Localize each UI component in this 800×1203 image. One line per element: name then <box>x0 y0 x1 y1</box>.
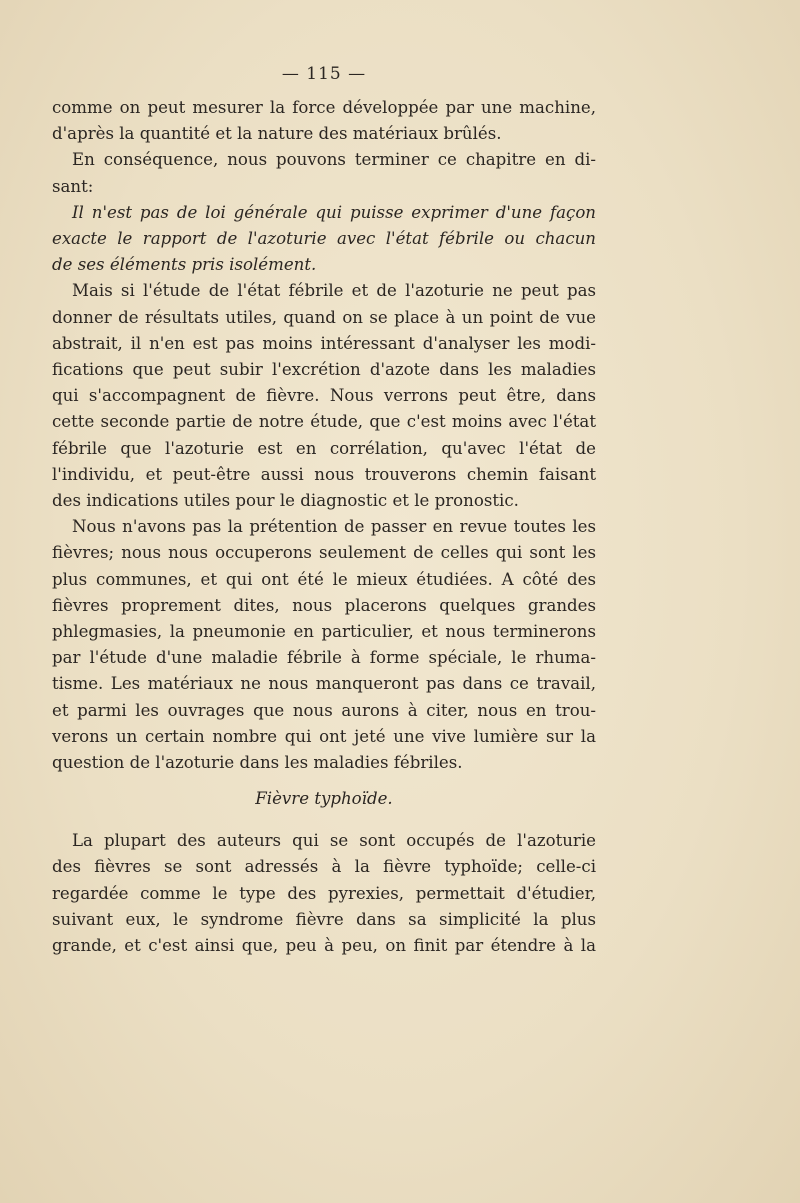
text-line: d'après la quantité et la nature des matériaux brûlés. <box>52 124 502 144</box>
text-line: l'individu, et peut-être aussi nous trouverons chemin faisant <box>52 464 596 484</box>
paragraph-2 <box>52 147 596 199</box>
paragraph-3-conclusion <box>52 200 596 279</box>
text-line: de ses éléments pris isolément. <box>52 255 317 275</box>
text-line: des fièvres se sont adressés à la fièvre typhoïde; celle-ci <box>52 857 596 877</box>
text-line: suivant eux, le syndrome fièvre dans sa simplicité la plus <box>52 909 596 929</box>
text-line: fièvres proprement dites, nous placerons quelques grandes <box>52 595 596 615</box>
text-line: cette seconde partie de notre étude, que c'est moins avec l'état <box>52 412 596 432</box>
text-line: comme on peut mesurer la force développée par une machine, <box>52 98 596 117</box>
text-line: tisme. Les matériaux ne nous manqueront pas dans ce travail, <box>52 674 596 694</box>
text-line: par l'étude d'une maladie fébrile à forme spéciale, le rhuma- <box>52 648 596 668</box>
text-line: qui s'accompagnent de fièvre. Nous verrons peut être, dans <box>52 386 596 406</box>
page-number: — 115 — <box>281 64 367 84</box>
text-line: fébrile que l'azoturie est en corrélation, qu'avec l'état de <box>52 438 596 458</box>
text-line: plus communes, et qui ont été le mieux étudiées. A côté des <box>52 569 596 589</box>
section-heading: Fièvre typhoïde. <box>255 789 393 809</box>
text-line: Nous n'avons pas la prétention de passer en revue toutes les <box>72 517 596 537</box>
paragraph-6 <box>52 828 596 959</box>
paragraph-4 <box>52 278 596 514</box>
text-line: Mais si l'étude de l'état fébrile et de l'azoturie ne peut pas <box>72 281 596 301</box>
book-page <box>52 62 596 959</box>
text-line: La plupart des auteurs qui se sont occupés de l'azoturie <box>72 831 596 851</box>
text-line: phlegmasies, la pneumonie en particulier, et nous terminerons <box>52 622 596 642</box>
text-line: Il n'est pas de loi générale qui puisse exprimer d'une façon <box>72 202 596 222</box>
text-line: En conséquence, nous pouvons terminer ce chapitre en di- <box>72 150 596 170</box>
text-line: grande, et c'est ainsi que, peu à peu, on finit par étendre à la <box>52 936 596 956</box>
text-line: verons un certain nombre qui ont jeté une vive lumière sur la <box>52 726 596 746</box>
paragraph-1 <box>52 95 596 147</box>
text-line: regardée comme le type des pyrexies, permettait d'étudier, <box>52 883 596 903</box>
paragraph-5 <box>52 514 596 776</box>
text-line: exacte le rapport de l'azoturie avec l'état fébrile ou chacun <box>52 229 596 249</box>
text-line: fièvres; nous nous occuperons seulement de celles qui sont les <box>52 543 596 563</box>
text-line: donner de résultats utiles, quand on se place à un point de vue <box>52 307 596 327</box>
text-line: question de l'azoturie dans les maladies fébriles. <box>52 753 463 773</box>
text-line: fications que peut subir l'excrétion d'azote dans les maladies <box>52 360 596 380</box>
text-line: et parmi les ouvrages que nous aurons à citer, nous en trou- <box>52 700 596 720</box>
text-line: des indications utiles pour le diagnostic et le pronostic. <box>52 491 519 511</box>
text-line: sant: <box>52 176 94 196</box>
page-body <box>52 95 596 959</box>
text-line: abstrait, il n'en est pas moins intéressant d'analyser les modi- <box>52 333 596 353</box>
